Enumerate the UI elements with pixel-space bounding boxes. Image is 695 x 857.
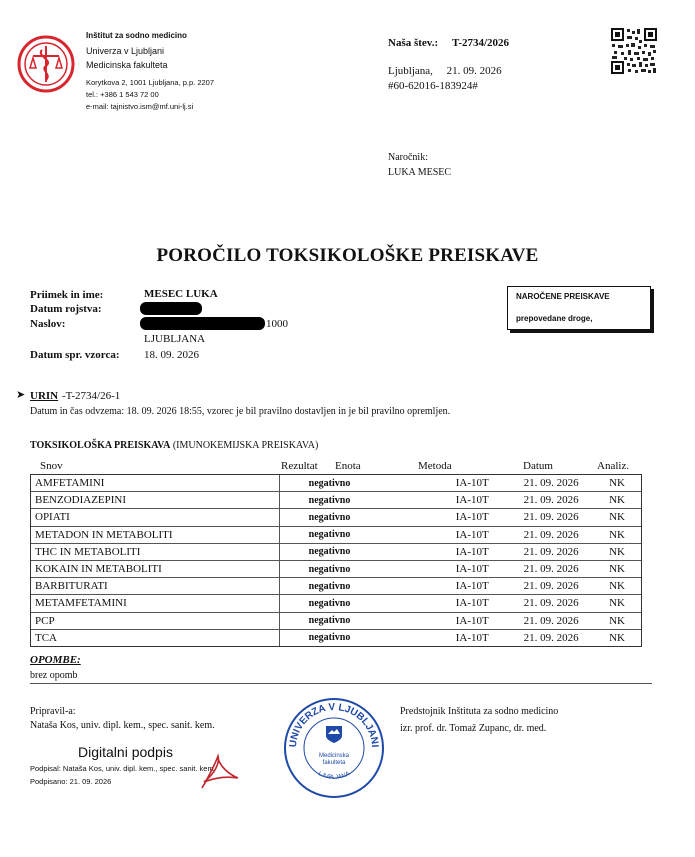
- substance-cell: METAMFETAMINI: [31, 595, 280, 611]
- analyst-cell: NK: [609, 614, 625, 627]
- analyst-cell: NK: [609, 528, 625, 541]
- name-value: MESEC LUKA: [144, 288, 218, 300]
- ordered-tests-box: [507, 286, 651, 330]
- stamp-bottom-text: LJUBLJANA: [317, 771, 351, 781]
- client-label: Naročnik:: [388, 152, 428, 163]
- sample-id: -T-2734/26-1: [62, 390, 121, 402]
- university-name: Univerza v Ljubljani: [86, 46, 165, 56]
- result-cell: negativno: [308, 632, 351, 644]
- substance-cell: KOKAIN IN METABOLITI: [31, 561, 280, 577]
- result-cell: negativno: [308, 580, 351, 592]
- prepared-label: Pripravil-a:: [30, 706, 76, 717]
- client-name: LUKA MESEC: [388, 167, 452, 178]
- report-title: POROČILO TOKSIKOLOŠKE PREISKAVE: [156, 245, 539, 266]
- analyst-cell: NK: [609, 477, 625, 490]
- university-stamp: [282, 696, 386, 800]
- analyst-cell: NK: [609, 511, 625, 524]
- address-city: LJUBLJANA: [144, 333, 206, 345]
- col-header-method: Metoda: [418, 460, 452, 472]
- dob-redaction: [140, 302, 202, 315]
- svg-text:LJUBLJANA: [317, 771, 351, 781]
- method-cell: IA-10T: [455, 545, 489, 558]
- analyst-cell: NK: [609, 580, 625, 593]
- table-row: [31, 508, 641, 525]
- date-cell: 21. 09. 2026: [523, 597, 579, 610]
- substance-cell: OPIATI: [31, 509, 280, 525]
- substance-cell: TCA: [31, 630, 280, 646]
- method-cell: IA-10T: [455, 580, 489, 593]
- date-cell: 21. 09. 2026: [523, 528, 579, 541]
- table-row: [31, 543, 641, 560]
- notes-divider: [30, 683, 652, 684]
- substance-cell: AMFETAMINI: [31, 475, 280, 491]
- date-cell: 21. 09. 2026: [523, 614, 579, 627]
- head-name: izr. prof. dr. Tomaž Zupanc, dr. med.: [400, 723, 547, 734]
- sample-note: Datum in čas odvzema: 18. 09. 2026 18:55, vzorec je bil pravilno dostavljen in je bil pravilno opremljen.: [30, 406, 451, 417]
- place-date: Ljubljana, 21. 09. 2026: [388, 65, 502, 77]
- substance-cell: THC IN METABOLITI: [31, 544, 280, 560]
- reference-number: #60-62016-183924#: [388, 80, 478, 92]
- date-cell: 21. 09. 2026: [523, 494, 579, 507]
- date-cell: 21. 09. 2026: [523, 580, 579, 593]
- ordered-tests-value: prepovedane droge,: [516, 314, 593, 323]
- result-cell: negativno: [308, 511, 351, 523]
- table-row: [31, 526, 641, 543]
- method-cell: IA-10T: [455, 563, 489, 576]
- signed-by: Podpisal: Nataša Kos, univ. dipl. kem., spec. sanit. kem.: [30, 764, 216, 773]
- sample-marker: ➤: [16, 389, 26, 401]
- method-cell: IA-10T: [455, 511, 489, 524]
- method-cell: IA-10T: [455, 494, 489, 507]
- substance-cell: BARBITURATI: [31, 578, 280, 594]
- col-header-date: Datum: [523, 460, 553, 472]
- table-row: [31, 491, 641, 508]
- our-number-label: Naša štev.:: [388, 37, 439, 49]
- our-number-value: T-2734/2026: [452, 37, 510, 49]
- result-cell: negativno: [308, 477, 351, 489]
- substance-cell: METADON IN METABOLITI: [31, 527, 280, 543]
- col-header-result: Rezultat: [281, 460, 318, 472]
- address-redaction: [140, 317, 265, 330]
- sample-date-label: Datum spr. vzorca:: [30, 349, 120, 361]
- result-cell: negativno: [308, 529, 351, 541]
- result-cell: negativno: [308, 615, 351, 627]
- institute-logo: [16, 34, 76, 94]
- qr-code: [610, 27, 658, 75]
- institute-address: Korytkova 2, 1001 Ljubljana, p.p. 2207: [86, 78, 215, 87]
- date-cell: 21. 09. 2026: [523, 563, 579, 576]
- method-cell: IA-10T: [455, 631, 489, 644]
- section-title-rest: (IMUNOKEMIJSKA PREISKAVA): [170, 440, 319, 451]
- section-title: [30, 440, 318, 451]
- analyst-cell: NK: [609, 494, 625, 507]
- table-row: [31, 560, 641, 577]
- analyst-cell: NK: [609, 597, 625, 610]
- name-label: Priimek in ime:: [30, 289, 104, 301]
- notes-text: brez opomb: [30, 670, 78, 681]
- result-cell: negativno: [308, 546, 351, 558]
- institute-name: Inštitut za sodno medicino: [86, 31, 187, 40]
- date-cell: 21. 09. 2026: [523, 631, 579, 644]
- col-header-analyst: Analiz.: [597, 460, 630, 472]
- head-label: Predstojnik Inštituta za sodno medicino: [400, 706, 559, 717]
- table-row: [31, 629, 641, 646]
- method-cell: IA-10T: [455, 528, 489, 541]
- method-cell: IA-10T: [455, 614, 489, 627]
- signed-date: Podpisano: 21. 09. 2026: [30, 777, 112, 786]
- result-cell: negativno: [308, 494, 351, 506]
- ordered-tests-title: NAROČENE PREISKAVE: [516, 292, 610, 301]
- analyst-cell: NK: [609, 545, 625, 558]
- sample-type: URIN: [30, 390, 59, 402]
- substance-cell: PCP: [31, 613, 280, 629]
- institute-phone: tel.: +386 1 543 72 00: [86, 90, 159, 99]
- signature-logo: [196, 752, 242, 792]
- sample-date-value: 18. 09. 2026: [144, 349, 199, 361]
- section-title-bold: TOKSIKOLOŠKA PREISKAVA: [30, 440, 171, 451]
- institute-email: e-mail: tajnistvo.ism@mf.uni-lj.si: [86, 102, 194, 111]
- date-cell: 21. 09. 2026: [523, 477, 579, 490]
- address-postcode: 1000: [266, 318, 288, 330]
- table-row: [31, 612, 641, 629]
- address-label: Naslov:: [30, 318, 66, 330]
- substance-cell: BENZODIAZEPINI: [31, 492, 280, 508]
- table-row: [31, 594, 641, 611]
- result-cell: negativno: [308, 597, 351, 609]
- stamp-mid2: fakulteta: [322, 760, 346, 766]
- prepared-name: Nataša Kos, univ. dipl. kem., spec. sanit. kem.: [30, 720, 215, 731]
- analyst-cell: NK: [609, 563, 625, 576]
- table-row: [31, 475, 641, 491]
- notes-label: OPOMBE:: [30, 654, 81, 666]
- method-cell: IA-10T: [455, 597, 489, 610]
- stamp-mid1: Medicinska: [318, 753, 350, 759]
- table-row: [31, 577, 641, 594]
- analyst-cell: NK: [609, 631, 625, 644]
- stamp-top-text: UNIVERZA V LJUBLJANI: [287, 701, 381, 748]
- date-cell: 21. 09. 2026: [523, 545, 579, 558]
- col-header-substance: Snov: [40, 460, 63, 472]
- results-table: [30, 474, 642, 647]
- faculty-name: Medicinska fakulteta: [86, 60, 168, 70]
- digital-signature-label: Digitalni podpis: [78, 744, 173, 760]
- dob-label: Datum rojstva:: [30, 303, 102, 315]
- col-header-unit: Enota: [335, 460, 361, 472]
- method-cell: IA-10T: [455, 477, 489, 490]
- date-cell: 21. 09. 2026: [523, 511, 579, 524]
- result-cell: negativno: [308, 563, 351, 575]
